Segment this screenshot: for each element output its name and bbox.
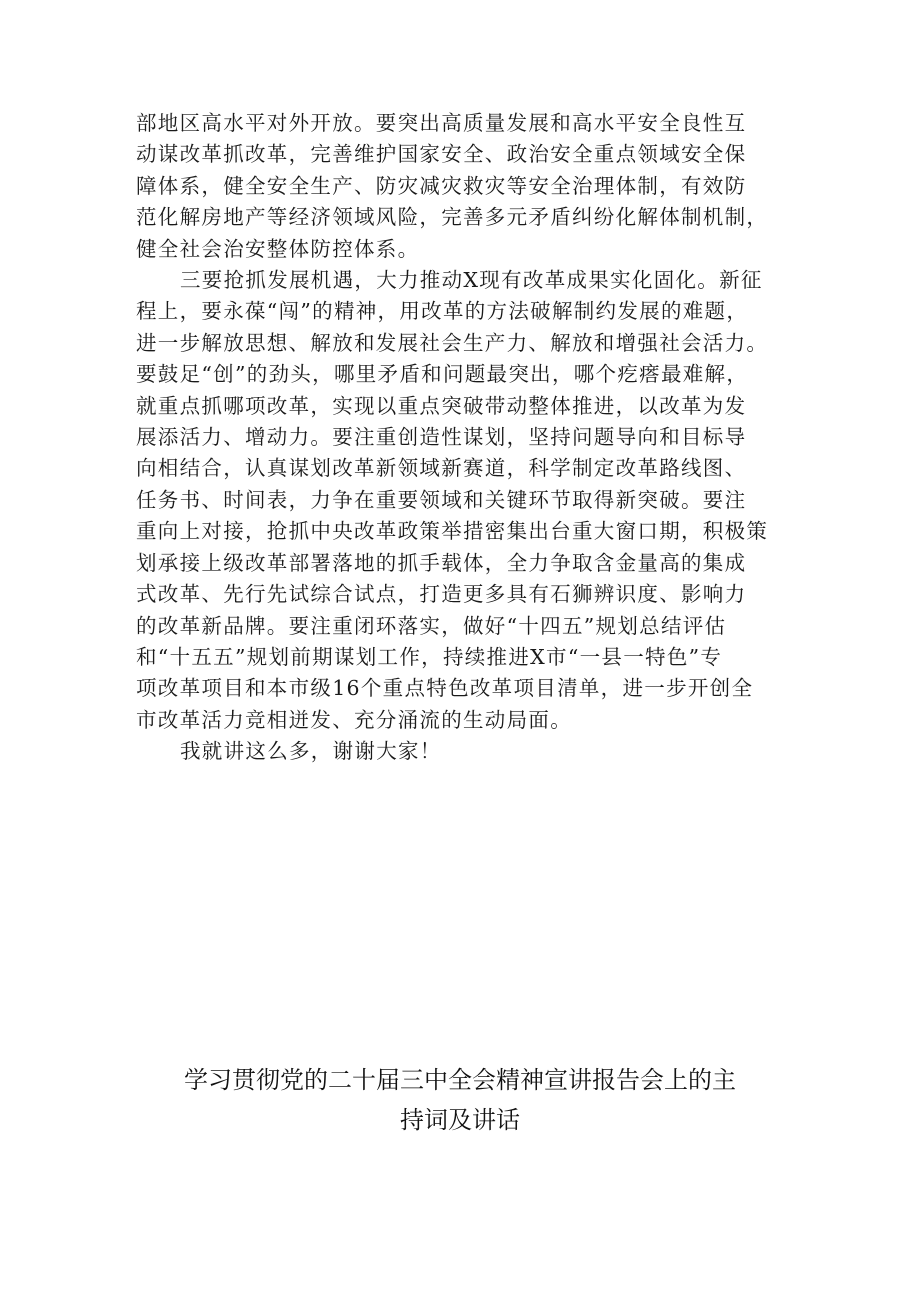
text-line: 划承接上级改革部署落地的抓手载体，全力争取含金量高的集成 (136, 550, 747, 575)
text-line: 式改革、先行先试综合试点，打造更多具有石狮辨识度、影响力 (136, 582, 747, 607)
text-line: 就重点抓哪项改革，实现以重点突破带动整体推进，以改革为发 (136, 393, 747, 418)
section-title (0, 1060, 920, 1140)
text-line: 范化解房地产等经济领域风险，完善多元矛盾纠纷化解体制机制， (136, 205, 769, 230)
text-line: 要鼓足“创”的劲头，哪里矛盾和问题最突出，哪个疙瘩最难解， (136, 362, 749, 387)
text-line: 三要抢抓发展机遇，大力推动X现有改革成果实化固化。新征 (180, 268, 763, 293)
text-line: 健全社会治安整体防控体系。 (136, 236, 420, 261)
text-line: 的改革新品牌。要注重闭环落实，做好“十四五”规划总结评估 (136, 613, 727, 638)
title-line: 学习贯彻党的二十届三中全会精神宣讲报告会上的主 (184, 1066, 736, 1094)
text-line: 进一步解放思想、解放和发展社会生产力、解放和增强社会活力。 (136, 330, 769, 355)
text-line: 项改革项目和本市级16个重点特色改革项目清单，进一步开创全 (136, 676, 754, 701)
text-line: 我就讲这么多，谢谢大家！ (180, 739, 442, 764)
text-line: 向相结合，认真谋划改革新领域新赛道，科学制定改革路线图、 (136, 456, 747, 481)
paragraph-1 (136, 108, 796, 265)
paragraph-2 (136, 265, 796, 736)
paragraph-3 (136, 736, 796, 767)
text-line: 任务书、时间表，力争在重要领域和关键环节取得新突破。要注 (136, 487, 747, 512)
text-line: 障体系，健全安全生产、防灾减灾救灾等安全治理体制，有效防 (136, 173, 747, 198)
text-line: 重向上对接，抢抓中央改革政策举措密集出台重大窗口期，积极策 (136, 519, 769, 544)
text-line: 动谋改革抓改革，完善维护国家安全、政治安全重点领域安全保 (136, 142, 747, 167)
document-body (136, 108, 796, 768)
text-line: 市改革活力竞相迸发、充分涌流的生动局面。 (136, 707, 572, 732)
text-line: 和“十五五”规划前期谋划工作，持续推进X市“一县一特色”专 (136, 644, 723, 669)
text-line: 部地区高水平对外开放。要突出高质量发展和高水平安全良性互 (136, 111, 747, 135)
text-line: 程上，要永葆“闯”的精神，用改革的方法破解制约发展的难题， (136, 299, 749, 324)
text-line: 展添活力、增动力。要注重创造性谋划，坚持问题导向和目标导 (136, 425, 747, 450)
title-line: 持词及讲话 (400, 1106, 520, 1134)
